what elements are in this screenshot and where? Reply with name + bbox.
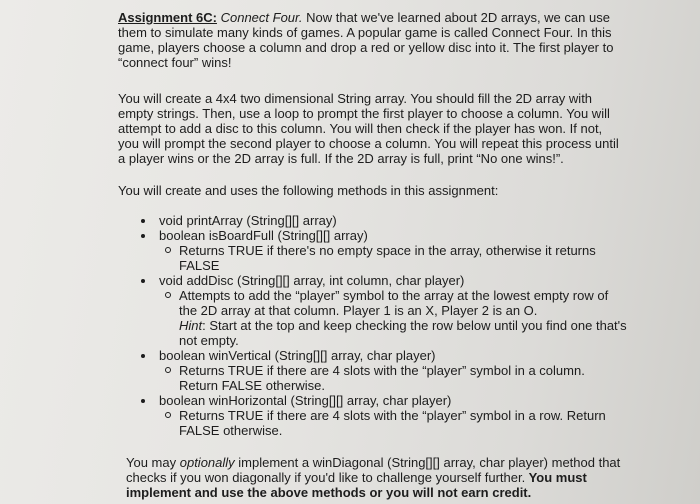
method-signature: void addDisc (String[][] array, int column, char player): [159, 273, 465, 288]
method-detail: Returns TRUE if there's no empty space in the array, otherwise it returns FALSE: [159, 243, 655, 273]
sub-bullet-circle: [165, 247, 171, 253]
intro-line-1: Assignment 6C: Connect Four. Now that we've learned about 2D arrays, we can use: [118, 10, 610, 25]
instructions-line-3: attempt to add a disc to this column. You will then check if the player has won. If not,: [118, 121, 603, 136]
method-detail: Returns TRUE if there are 4 slots with the “player” symbol in a row. Return FALSE otherwise.: [159, 408, 655, 438]
instructions-paragraph: [118, 91, 678, 166]
optionally-emphasis: optionally: [179, 455, 235, 470]
intro-line-4: “connect four” wins!: [118, 55, 232, 70]
method-win-vertical: [135, 348, 655, 393]
method-print-array: [135, 213, 655, 228]
method-is-board-full: [135, 228, 655, 273]
instructions-line-5: a player wins or the 2D array is full. If the 2D array is full, print “No one wins!”.: [118, 151, 564, 166]
method-details: [159, 288, 655, 348]
bullet-dot: [141, 234, 145, 238]
bullet-dot: [141, 354, 145, 358]
method-detail: Returns TRUE if there are 4 slots with the “player” symbol in a column. Return FALSE otherwise.: [159, 363, 655, 393]
closing-line-2: checks if you won diagonally if you'd like to challenge yourself further. You must: [126, 470, 587, 485]
methods-intro: You will create and uses the following methods in this assignment:: [118, 183, 499, 198]
bullet-dot: [141, 279, 145, 283]
intro-line-3: game, players choose a column and drop a red or yellow disc into it. The first player to: [118, 40, 614, 55]
method-detail: Attempts to add the “player” symbol to the array at the lowest empty row of the 2D array at that column. Player 1 is an X, Player 2 is an O. Hint: Start at the top and keep checking the row below until you find one that's not empty.: [159, 288, 655, 348]
method-details: [159, 243, 655, 273]
bullet-dot: [141, 399, 145, 403]
closing-line-1: You may optionally implement a winDiagonal (String[][] array, char player) method that: [126, 455, 621, 470]
method-signature: boolean isBoardFull (String[][] array): [159, 228, 368, 243]
hint-label: Hint: [179, 318, 203, 333]
instructions-line-1: You will create a 4x4 two dimensional String array. You should fill the 2D array with: [118, 91, 593, 106]
hint-line: Hint: Start at the top and keep checking the row below until you find one that's: [179, 318, 627, 333]
closing-paragraph: [126, 455, 671, 500]
sub-bullet-circle: [165, 412, 171, 418]
assignment-heading: Assignment 6C:: [118, 10, 217, 25]
method-details: [159, 363, 655, 393]
method-details: [159, 408, 655, 438]
method-add-disc: [135, 273, 655, 348]
requirement-bold: implement and use the above methods or you will not earn credit.: [126, 485, 532, 500]
assignment-title: Connect Four.: [220, 10, 303, 25]
sub-bullet-circle: [165, 367, 171, 373]
method-signature: void printArray (String[][] array): [159, 213, 337, 228]
methods-list: [135, 213, 655, 438]
closing-line-3: [126, 485, 671, 500]
method-signature: boolean winHorizontal (String[][] array, char player): [159, 393, 452, 408]
method-signature: boolean winVertical (String[][] array, char player): [159, 348, 436, 363]
intro-line-2: them to simulate many kinds of games. A popular game is called Connect Four. In this: [118, 25, 612, 40]
instructions-line-2: empty strings. Then, use a loop to prompt the first player to choose a column. You will: [118, 106, 610, 121]
bullet-dot: [141, 219, 145, 223]
instructions-line-4: you will prompt the second player to choose a column. You will repeat this process until: [118, 136, 619, 151]
requirement-bold: You must: [525, 470, 587, 485]
intro-paragraph: [118, 10, 673, 70]
sub-bullet-circle: [165, 292, 171, 298]
method-win-horizontal: [135, 393, 655, 438]
